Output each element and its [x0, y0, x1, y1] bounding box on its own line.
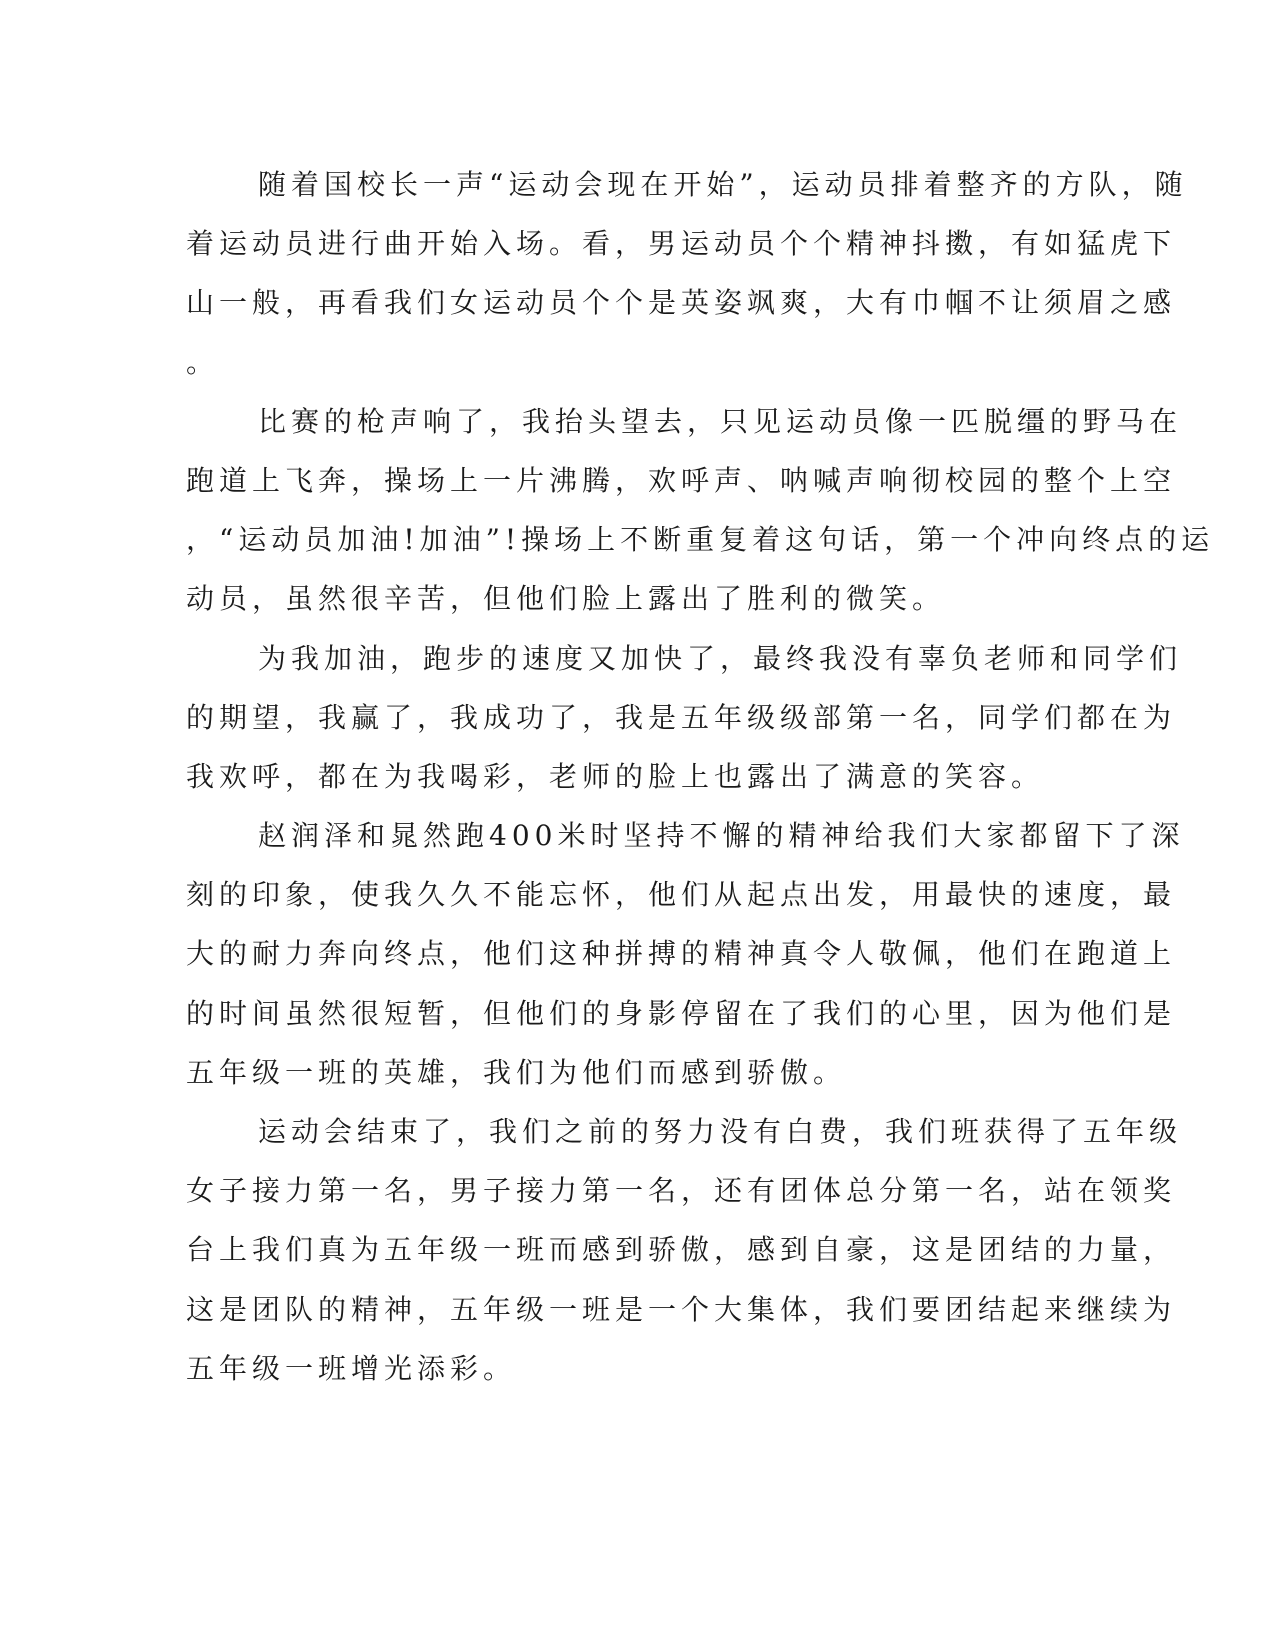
- text-line: 随着国校长一声“运动会现在开始”，运动员排着整齐的方队，随: [258, 168, 1188, 201]
- text-line: 动员，虽然很辛苦，但他们脸上露出了胜利的微笑。: [186, 582, 946, 616]
- text-line: 的时间虽然很短暂，但他们的身影停留在了我们的心里，因为他们是: [186, 996, 1177, 1030]
- text-line: 。: [186, 345, 220, 379]
- text-line: 我欢呼，都在为我喝彩，老师的脸上也露出了满意的笑容。: [186, 759, 1045, 793]
- paragraph-2: [186, 392, 1266, 629]
- paragraph-5: [186, 1102, 1266, 1398]
- paragraph-3: [186, 629, 1266, 807]
- text-line: 这是团队的精神，五年级一班是一个大集体，我们要团结起来继续为: [186, 1292, 1177, 1326]
- text-line: 大的耐力奔向终点，他们这种拼搏的精神真令人敬佩，他们在跑道上: [186, 937, 1177, 971]
- text-line: 的期望，我赢了，我成功了，我是五年级级部第一名，同学们都在为: [186, 700, 1177, 734]
- paragraph-1: [186, 155, 1266, 392]
- text-line: 台上我们真为五年级一班而感到骄傲，感到自豪，这是团结的力量，: [186, 1233, 1177, 1267]
- text-line: 女子接力第一名，男子接力第一名，还有团体总分第一名，站在领奖: [186, 1174, 1177, 1208]
- text-line: ，“运动员加油!加油”!操场上不断重复着这句话，第一个冲向终点的运: [186, 523, 1215, 557]
- text-line: 比赛的枪声响了，我抬头望去，只见运动员像一匹脱缰的野马在: [258, 404, 1183, 438]
- text-line: 五年级一班的英雄，我们为他们而感到骄傲。: [186, 1055, 847, 1089]
- text-line: 五年级一班增光添彩。: [186, 1351, 517, 1385]
- paragraph-4: [186, 806, 1266, 1102]
- text-line: 跑道上飞奔，操场上一片沸腾，欢呼声、呐喊声响彻校园的整个上空: [186, 463, 1177, 497]
- text-line: 运动会结束了，我们之前的努力没有白费，我们班获得了五年级: [258, 1115, 1183, 1148]
- text-line: 着运动员进行曲开始入场。看，男运动员个个精神抖擞，有如猛虎下: [186, 227, 1177, 261]
- text-line: 赵润泽和晁然跑400米时坚持不懈的精神给我们大家都留下了深: [258, 819, 1185, 853]
- text-line: 山一般，再看我们女运动员个个是英姿飒爽，大有巾帼不让须眉之感: [186, 286, 1177, 320]
- text-line: 为我加油，跑步的速度又加快了，最终我没有辜负老师和同学们: [258, 641, 1183, 675]
- text-line: 刻的印象，使我久久不能忘怀，他们从起点出发，用最快的速度，最: [186, 878, 1177, 912]
- document-body: [186, 155, 1266, 1398]
